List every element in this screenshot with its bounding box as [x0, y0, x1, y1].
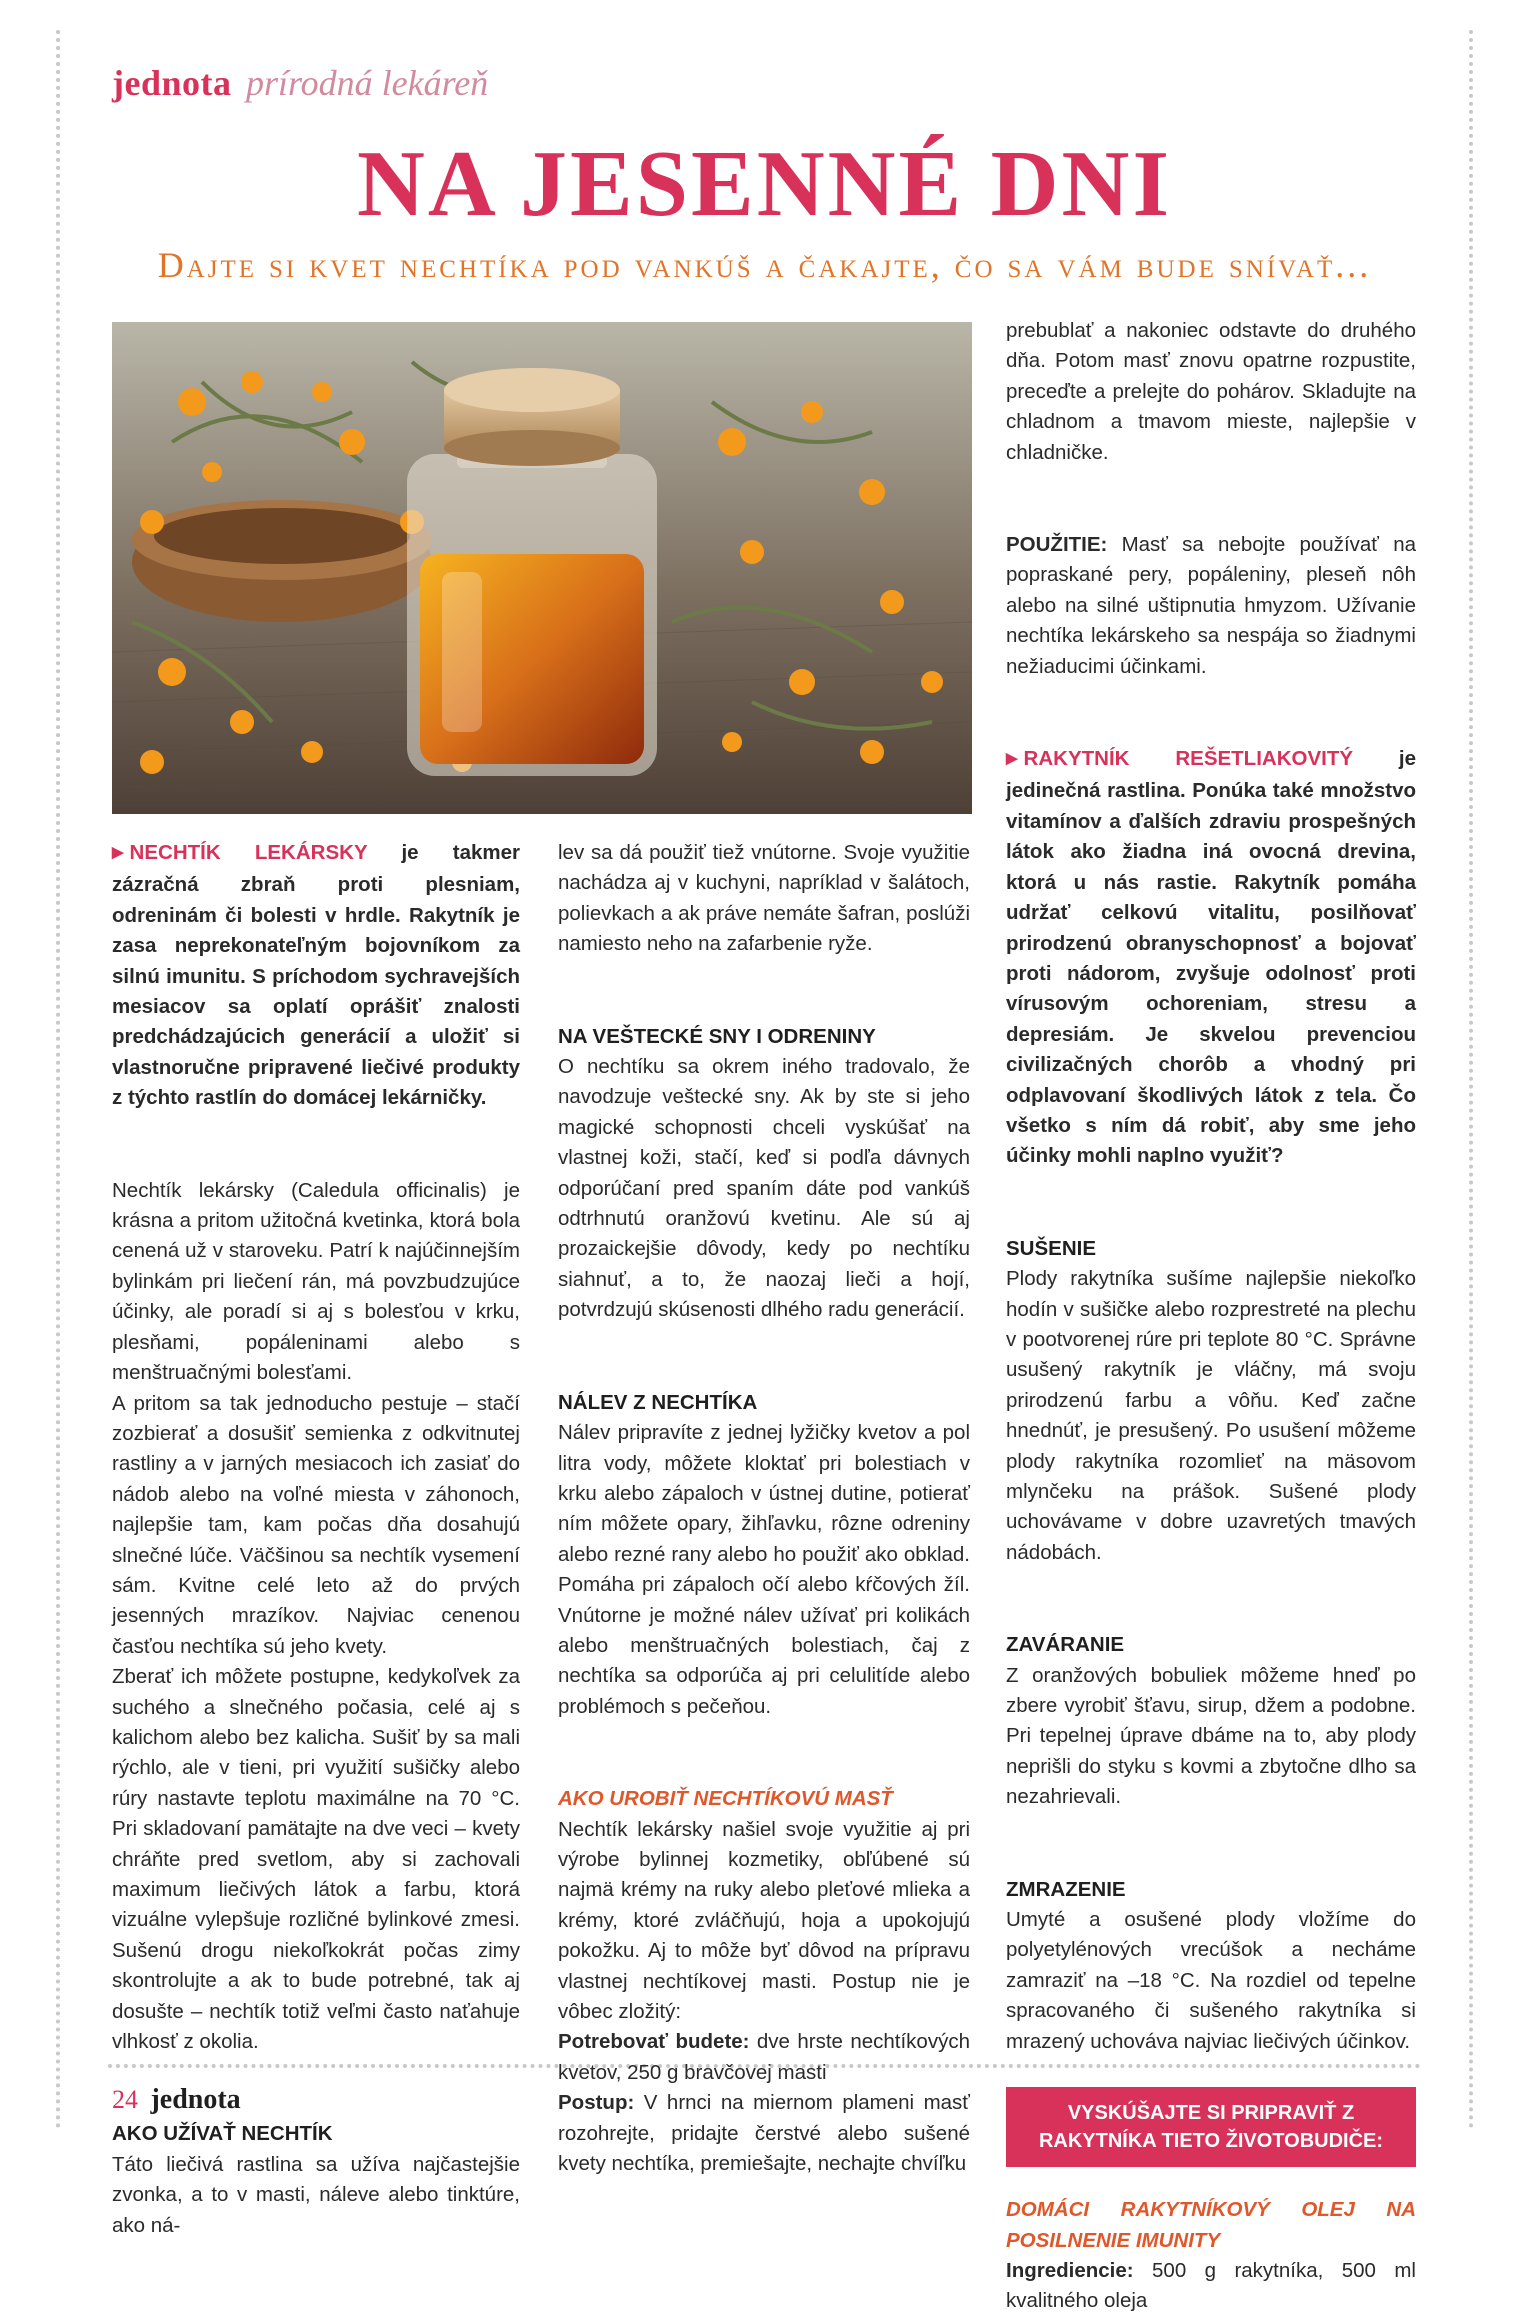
procedure-line	[558, 2088, 970, 2179]
column-3	[1006, 316, 1416, 2317]
section-heading: AKO UROBIŤ NECHTÍKOVÚ MASŤ	[558, 1787, 893, 1811]
procedure-text: V hrnci na miernom plameni masť rozohrejte, pridajte čerstvé alebo sušené kvety nechtíka, premiešajte, nechajte chvíľku	[558, 2091, 970, 2176]
section-heading: AKO UŽÍVAŤ NECHTÍK	[112, 2122, 333, 2146]
body-paragraph: lev sa dá použiť tiež vnútorne. Svoje využitie nachádza aj v kuchyni, napríklad v šalátoch, polievkach a ak práve nemáte šafran, poslúži namiesto neho na zafarbenie ryže.	[558, 841, 970, 956]
section-heading: NA VEŠTECKÉ SNY I ODRENINY	[558, 1024, 876, 1048]
section-heading: ZMRAZENIE	[1006, 1877, 1126, 1901]
body-paragraph: Z oranžových bobuliek môžeme hneď po zbere vyrobiť šťavu, sirup, džem a podobne. Pri tepelnej úprave dbáme na to, aby plody neprišli do styku s kovmi a zbytočne dlho sa nezahrievali.	[1006, 1663, 1416, 1809]
page-footer	[112, 2084, 241, 2116]
footer-brand: jednota	[150, 2084, 241, 2115]
body-paragraph: Nechtík lekársky našiel svoje využitie aj pri výrobe bylinnej kozmetiky, obľúbené sú najmä krémy na ruky alebo pleťové mlieka a krémy, ktoré zvláčňujú, hoja a upokojujú pokožku. Aj to môže byť dôvod na prípravu vlastnej nechtíkovej masti. Postup nie je vôbec zložitý:	[558, 1817, 970, 2023]
body-paragraph: Táto liečivá rastlina sa užíva najčastejšie zvonka, a to v masti, náleve alebo tinktúre, ako ná-	[112, 2152, 520, 2237]
intro-paragraph	[1006, 744, 1416, 1172]
section-heading: SUŠENIE	[1006, 1236, 1096, 1260]
body-paragraph: O nechtíku sa okrem iného tradovalo, že navodzuje veštecké sny. Ak by ste si jeho magické schopnosti chceli vyskúšať na vlastnej koži, stačí, keď si podľa dávnych odporúčaní pred spaním dáte pod vankúš odtrhnutú oranžovú kvetinu. Ale sú aj prozaickejšie dôvody, kedy po nechtíku siahnuť, a to, že naozaj lieči a hojí, potvrdzujú skúsenosti dlhého radu generácií.	[558, 1055, 970, 1322]
intro-paragraph	[112, 838, 520, 1114]
page-number: 24	[112, 2085, 138, 2114]
intro-text: je jedinečná rastlina. Ponúka také množstvo vitamínov a ďalších zdraviu prospešných látok ako žiadna iná ovocná drevina, ktorá u nás rastie. Rakytník pomáha udržať celkovú vitalitu, posilňovať prirodzenú obranyschopnosť a bojovať proti nádorom, zvyšuje odolnosť proti vírusovým ochoreniam, stresu a depresiám. Je skvelou prevenciou civilizačných chorôb a vhodný pri odplavovaní škodlivých látok z tela. Čo všetko s ním dá robiť, aby sme jeho účinky mohli naplno využiť?	[1006, 747, 1417, 1168]
section-name: prírodná lekáreň	[245, 63, 489, 103]
body-paragraph: Plody rakytníka sušíme najlepšie niekoľko hodín v sušičke alebo rozprestreté na plechu v pootvorenej rúre pri teplote 80 °C. Správne usušený rakytník je vláčny, má svoju prirodzenú farbu a vôňu. Keď začne hnednúť, je presušený. Po usušení môžeme plody rakytníka rozomlieť na mäsovom mlynčeku na prášok. Sušené plody uchovávame v dobre uzavretých tmavých nádobách.	[1006, 1267, 1416, 1564]
body-paragraph: Nechtík lekársky (Caledula officinalis) je krásna a pritom užitočná kvetinka, ktorá bola cenená už v staroveku. Patrí k najúčinnejším bylinkám pri liečení rán, má povzbudzujúce účinky, ale poradí si aj s bolesťou v krku, plesňami, popáleninami alebo s menštruačnými bolesťami.	[112, 1178, 520, 1385]
ingredients-text: 500 g rakytníka, 500 ml kvalitného oleja	[1006, 2258, 1416, 2313]
left-dotted-border	[56, 30, 60, 2130]
column-2	[558, 838, 970, 2179]
usage-paragraph	[1006, 530, 1416, 682]
right-dotted-border	[1469, 30, 1473, 2130]
page-header	[112, 62, 488, 104]
photo-illustration	[112, 322, 972, 814]
recipe-heading: DOMÁCI RAKYTNÍKOVÝ OLEJ NA POSILNENIE IMUNITY	[1006, 2198, 1416, 2252]
calendula-oil-photo	[112, 322, 972, 814]
ingredients-line	[1006, 2256, 1416, 2317]
procedure-label: Postup:	[558, 2091, 635, 2115]
ingredients-label: Ingrediencie:	[1006, 2258, 1134, 2282]
ingredients-text: dve hrste nechtíkových kvetov, 250 g bravčovej masti	[558, 2030, 970, 2084]
column-1	[112, 838, 520, 2241]
body-paragraph: Zberať ich môžete postupne, kedykoľvek za suchého a slnečného počasia, celé aj s kalichom alebo bez kalicha. Sušiť by sa mali rýchlo, ale v tieni, pri využití sušičky alebo rúry nastavte teplotu maximálne na 70 °C. Pri skladovaní pamätajte na dve veci – kvety chráňte pred svetlom, aby si zachovali maximum liečivých látok a farbu, ktorá vizuálne vylepšuje rozličné bylinkové zmesi. Sušenú drogu niekoľkokrát počas zimy skontrolujte a ak to bude potrebné, tak aj dosušte – nechtík totiž veľmi často naťahuje vlhkosť z okolia.	[112, 1665, 520, 2054]
ingredients-line	[558, 2027, 970, 2088]
triangle-bullet-icon: ▶	[112, 844, 124, 861]
ingredients-label: Potrebovať budete:	[558, 2030, 750, 2054]
intro-highlight: RAKYTNÍK REŠETLIAKOVITÝ	[1023, 747, 1354, 771]
intro-highlight: NECHTÍK LEKÁRSKY	[129, 841, 368, 864]
brand-name: jednota	[112, 63, 232, 103]
callout-banner: VYSKÚŠAJTE SI PRIPRAVIŤ Z RAKYTNÍKA TIETO ŽIVOTOBUDIČE:	[1006, 2087, 1416, 2167]
usage-text: Masť sa nebojte používať na popraskané pery, popáleniny, pleseň nôh alebo na silné uštipnutia hmyzom. Užívanie nechtíka lekárskeho sa nespája so žiadnymi nežiaducimi účinkami.	[1006, 533, 1416, 678]
body-paragraph: Umyté a osušené plody vložíme do polyetylénových vrecúšok a necháme zamraziť na –18 °C. Na rozdiel od tepelne spracovaného či sušeného rakytníka si mrazený uchováva najviac liečivých účinkov.	[1006, 1908, 1416, 2053]
section-heading: NÁLEV Z NECHTÍKA	[558, 1390, 758, 1414]
body-paragraph: A pritom sa tak jednoducho pestuje – stačí zozbierať a dosušiť semienka z odkvitnutej rastliny a v jarných mesiacoch ich zasiať do nádob alebo na voľné miesta v záhonoch, najlepšie tam, kam počas dňa dosahujú slnečné lúče. Väčšinou sa nechtík vysemení sám. Kvitne celé leto až do prvých jesenných mrazíkov. Najviac cenenou časťou nechtíka sú jeho kvety.	[112, 1391, 520, 1658]
usage-label: POUŽITIE:	[1006, 533, 1108, 557]
triangle-bullet-icon: ▶	[1006, 750, 1018, 768]
section-heading: ZAVÁRANIE	[1006, 1633, 1125, 1657]
article-title: NA JESENNÉ DNI	[356, 132, 1173, 236]
intro-text: je takmer zázračná zbraň proti plesniam, odreninám či bolesti v hrdle. Rakytník je zasa neprekonateľným bojovníkom za silnú imunitu. S príchodom sychravejších mesiacov sa oplatí oprášiť znalosti predchádzajúcich generácií a uložiť si vlastnoručne pripravené liečivé produkty z týchto rastlín do domácej lekárničky.	[112, 841, 520, 1110]
article-subtitle: Dajte si kvet nechtíka pod vankúš a čakajte, čo sa vám bude snívať...	[157, 245, 1372, 285]
body-paragraph: Nálev pripravíte z jednej lyžičky kvetov a pol litra vody, môžete kloktať pri bolestiach v krku alebo zápaloch v ústnej dutine, potierať ním môžete opary, žihľavku, rôzne odreniny alebo rezné rany alebo ho použiť ako obklad. Pomáha pri zápaloch očí alebo kŕčových žíl. Vnútorne je možné nálev užívať pri kolikách alebo menštruačných bolestiach, čaj z nechtíka sa odporúča aj pri celulitíde alebo problémoch s pečeňou.	[558, 1421, 970, 1718]
body-paragraph: prebublať a nakoniec odstavte do druhého dňa. Potom masť znovu opatrne rozpustite, preceďte a prelejte do pohárov. Skladujte na chladnom a tmavom mieste, najlepšie v chladničke.	[1006, 319, 1416, 464]
